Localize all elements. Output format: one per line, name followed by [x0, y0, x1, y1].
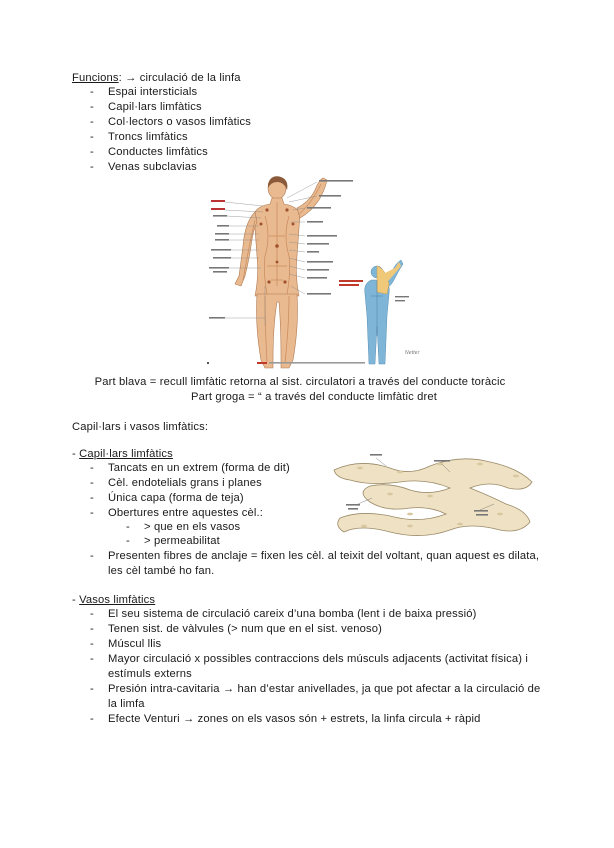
list-item: - Cèl. endotelials grans i planes	[90, 477, 262, 489]
list-item: - Única capa (forma de teja)	[90, 492, 244, 504]
list-item: - Obertures entre aquestes cèl.:	[90, 507, 263, 519]
list-item: - Mayor circulació x possibles contraccions dels músculs adjacents (activitat física) i	[90, 653, 529, 665]
funcions-heading	[72, 71, 241, 85]
list-item: - > permeabilitat	[126, 535, 220, 547]
list-item: - Tancats en un extrem (forma de dit)	[90, 462, 290, 474]
list-item: - Tenen sist. de vàlvules (> num que en el sist. venoso)	[90, 623, 382, 635]
list-item: - Múscul llis	[90, 638, 162, 650]
list-item: - Capil·lars limfàtics	[90, 101, 202, 113]
figure-caption: Part blava = recull limfàtic retorna al sist. circulatori a través del conducte toràcic	[94, 376, 506, 388]
list-item-continuation: les cèl també ho fan.	[108, 565, 215, 577]
list-item: - Efecte Venturi → zones on els vasos són + estrets, la linfa circula + ràpid	[90, 713, 481, 725]
list-item: - El seu sistema de circulació careix d’una bomba (lent i de baixa pressió)	[90, 608, 477, 620]
list-item-continuation: estímuls externs	[108, 668, 192, 680]
list-item: - Presenten fibres de anclaje = fixen les cèl. al teixit del voltant, quan aquest es dilata,	[90, 550, 540, 562]
section-heading: Capil·lars i vasos limfàtics:	[72, 421, 209, 433]
svg-text:Netter: Netter	[405, 350, 420, 356]
small-blue-body-illustration	[339, 260, 420, 364]
capil-title: - Capil·lars limfàtics	[72, 448, 173, 460]
list-item: - Col·lectors o vasos limfàtics	[90, 116, 251, 128]
large-body-illustration	[209, 176, 353, 368]
list-item: - Presión intra-cavitaria → han d’estar anivellades, ja que pot afectar a la circulació de	[90, 683, 541, 695]
list-item-continuation: la limfa	[108, 698, 145, 710]
list-item: - Conductes limfàtics	[90, 146, 208, 158]
funcions-rest: : → circulació de la linfa	[118, 72, 241, 84]
list-item: - Espai intersticials	[90, 86, 198, 98]
funcions-label: Funcions	[72, 72, 119, 84]
vasos-title: - Vasos limfàtics	[72, 594, 156, 606]
list-item: - Venas subclavias	[90, 161, 197, 173]
lymphatic-system-figure	[205, 176, 420, 372]
lymph-capillary-illustration	[330, 452, 536, 542]
list-item: - Troncs limfàtics	[90, 131, 188, 143]
list-item: - > que en els vasos	[126, 521, 241, 533]
figure-caption-2: Part groga = “ a través del conducte limfàtic dret	[191, 391, 437, 403]
